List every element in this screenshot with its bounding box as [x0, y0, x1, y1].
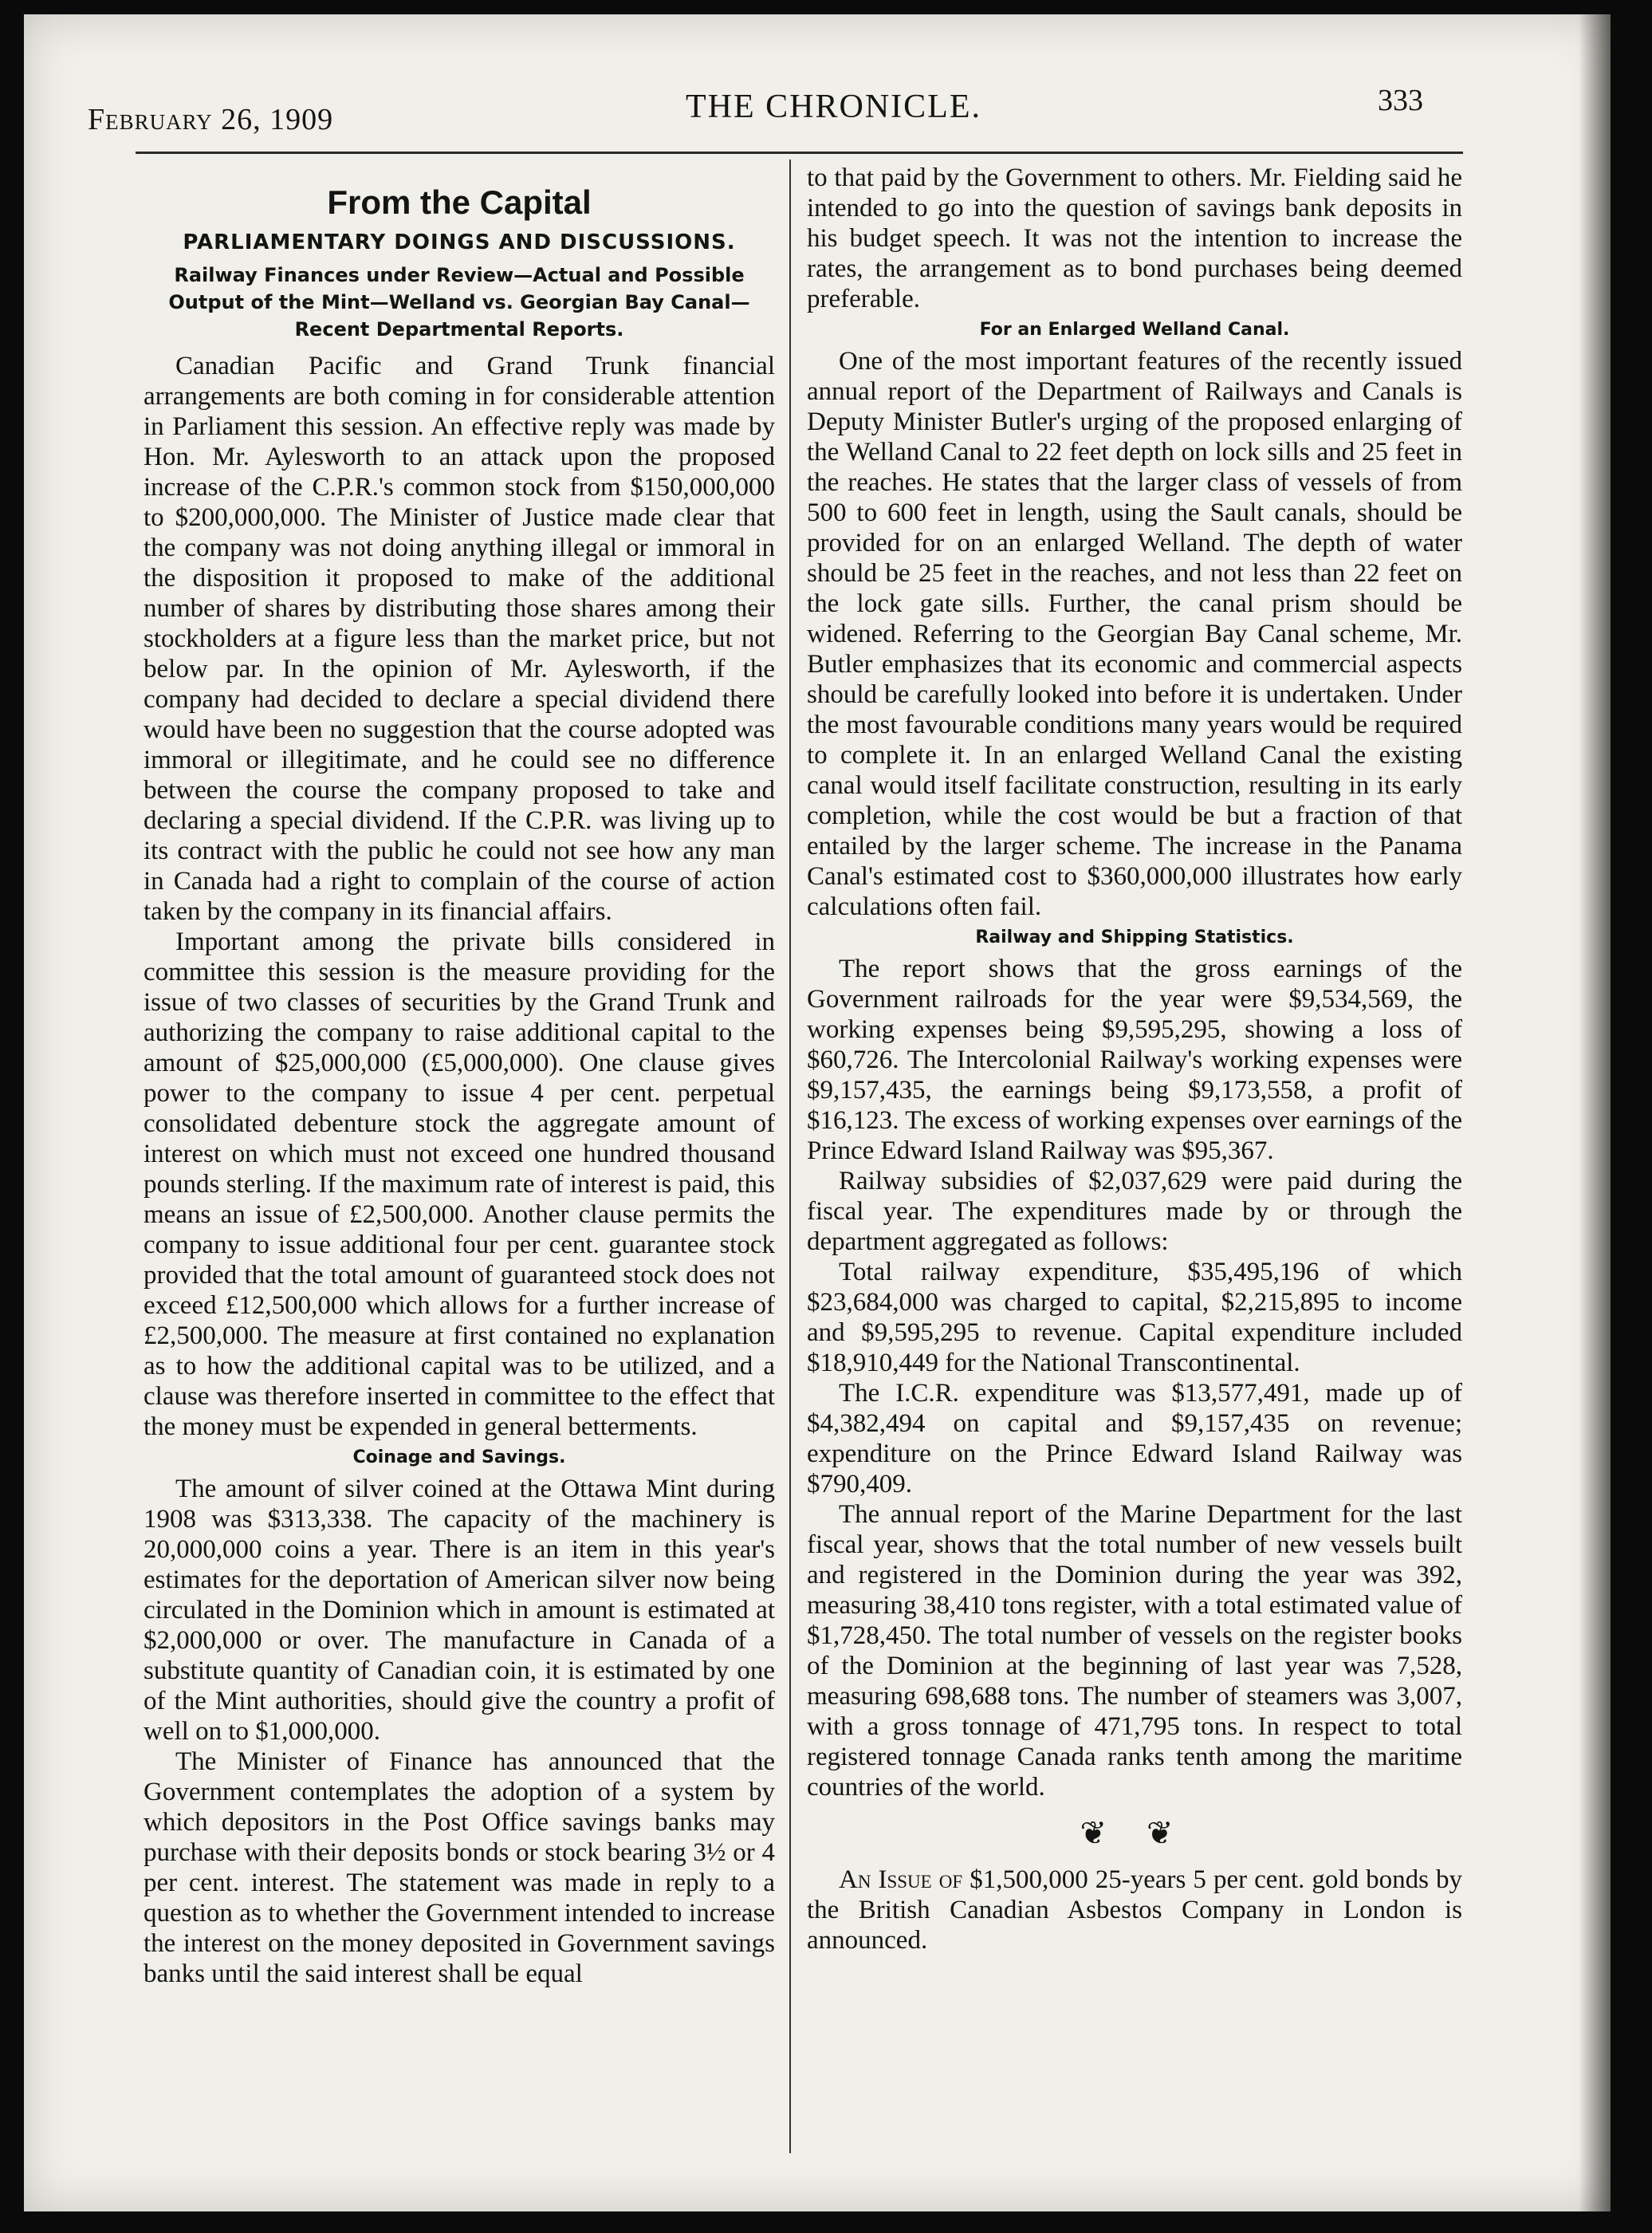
notice-text: $1,500,000 25-years 5 per cent. gold bonds by the British Canadian Asbestos Company in London is announced.: [807, 1865, 1462, 1955]
notice-lead: An Issue of: [839, 1865, 963, 1894]
issue-date: February 26, 1909: [88, 103, 334, 136]
paragraph: Canadian Pacific and Grand Trunk financial arrangements are both coming in for considerable attention in Parliament this session. An effective reply was made by Hon. Mr. Aylesworth to an attack upon the proposed increase of the C.P.R.'s common stock from $150,000,000 to $200,000,000. The Minister of Justice made clear that the company was not doing anything illegal or immoral in the disposition it proposed to make of the additional number of shares by distributing those shares among their stockholders at a figure less than the market price, but not below par. In the opinion of Mr. Aylesworth, if the company had decided to declare a special dividend there would have been no suggestion that the course adopted was immoral or illegitimate, and he could see no difference between the course the company proposed to take and declaring a special dividend. If the C.P.R. was living up to its contract with the public he could not see how any man in Canada had a right to complain of the course of action taken by the company in its financial affairs.: [144, 352, 775, 926]
paragraph: Railway subsidies of $2,037,629 were paid during the fiscal year. The expenditures made by or through the department aggregated as follows:: [807, 1167, 1462, 1256]
section-heading-railway: Railway and Shipping Statistics.: [975, 927, 1294, 947]
paragraph: The I.C.R. expenditure was $13,577,491, made up of $4,382,494 on capital and $9,157,435 on revenue; expenditure on the Prince Edward Island Railway was $790,409.: [807, 1379, 1462, 1499]
right-column: [807, 163, 1462, 1955]
article-title: From the Capital: [327, 183, 592, 221]
left-column: [144, 160, 775, 1989]
paragraph-continuation: to that paid by the Government to others. Mr. Fielding said he intended to go into the question of savings bank deposits in his budget speech. It was not the intention to increase the rates, the arrangement as to bond purchases being deemed preferable.: [807, 163, 1462, 313]
paragraph: The Minister of Finance has announced that the Government contemplates the adoption of a system by which depositors in the Post Office savings banks may purchase with their deposits bonds or stock bearing 3½ or 4 per cent. interest. The statement was made in reply to a question as to whether the Government intended to increase the interest on the money deposited in Government savings banks until the said interest shall be equal: [144, 1747, 775, 1988]
section-heading-welland: For an Enlarged Welland Canal.: [979, 320, 1290, 340]
page-edge-shadow: [1579, 14, 1611, 2211]
paragraph: Total railway expenditure, $35,495,196 of which $23,684,000 was charged to capital, $2,215,895 to income and $9,595,295 to revenue. Capital expenditure included $18,910,449 for the National Transcontinental.: [807, 1258, 1462, 1377]
notice-paragraph: [807, 1865, 1462, 1955]
section-heading-coinage: Coinage and Savings.: [352, 1447, 566, 1467]
header-rule: [136, 152, 1463, 154]
ornament-divider: ❦ ❦: [1080, 1815, 1190, 1851]
publication-title: THE CHRONICLE.: [686, 89, 981, 125]
newspaper-page: [24, 14, 1611, 2211]
paragraph: The report shows that the gross earnings of the Government railroads for the year were $9,534,569, the working expenses being $9,595,295, showing a loss of $60,726. The Intercolonial Railway's working expenses were $9,157,435, the earnings being $9,173,558, a profit of $16,123. The excess of working expenses over earnings of the Prince Edward Island Railway was $95,367.: [807, 955, 1462, 1165]
paragraph: The amount of silver coined at the Ottawa Mint during 1908 was $313,338. The capacity of the machinery is 20,000,000 coins a year. There is an item in this year's estimates for the deportation of American silver now being circulated in the Dominion which in amount is estimated at $2,000,000 or over. The manufacture in Canada of a substitute quantity of Canadian coin, it is estimated by one of the Mint authorities, should give the country a profit of well on to $1,000,000.: [144, 1475, 775, 1746]
article-deck: Railway Finances under Review—Actual and Possible Output of the Mint—Welland vs. Georgian Bay Canal—Recent Departmental Reports.: [168, 264, 750, 341]
page-header: [24, 14, 1611, 134]
paragraph: Important among the private bills considered in committee this session is the measure providing for the issue of two classes of securities by the Grand Trunk and authorizing the company to raise additional capital to the amount of $25,000,000 (£5,000,000). One clause gives power to the company to issue 4 per cent. perpetual consolidated debenture stock the aggregate amount of interest on which must not exceed one hundred thousand pounds sterling. If the maximum rate of interest is paid, this means an issue of £2,500,000. Another clause permits the company to issue additional four per cent. guarantee stock provided that the total amount of guaranteed stock does not exceed £12,500,000 which allows for a further increase of £2,500,000. The measure at first contained no explanation as to how the additional capital was to be utilized, and a clause was therefore inserted in committee to the effect that the money must be expended in general betterments.: [144, 927, 775, 1441]
page-number: 333: [1378, 84, 1423, 117]
article-subtitle: PARLIAMENTARY DOINGS AND DISCUSSIONS.: [183, 230, 736, 254]
paragraph: One of the most important features of the recently issued annual report of the Department of Railways and Canals is Deputy Minister Butler's urging of the proposed enlarging of the Welland Canal to 22 feet depth on lock sills and 25 feet in the reaches. He states that the larger class of vessels of from 500 to 600 feet in length, using the Sault canals, should be provided for on an enlarged Welland. The depth of water should be 25 feet in the reaches, and not less than 22 feet on the lock gate sills. Further, the canal prism should be widened. Referring to the Georgian Bay Canal scheme, Mr. Butler emphasizes that its economic and commercial aspects should be carefully looked into before it is undertaken. Under the most favourable conditions many years would be required to complete it. In an enlarged Welland Canal the existing canal would itself facilitate construction, resulting in its early completion, while the cost would be but a fraction of that entailed by the larger scheme. The increase in the Panama Canal's estimated cost to $360,000,000 illustrates how early calculations often fail.: [807, 347, 1462, 921]
paragraph: The annual report of the Marine Department for the last fiscal year, shows that the total number of new vessels built and registered in the Dominion during the year was 392, measuring 38,410 tons register, with a total estimated value of $1,728,450. The total number of vessels on the register books of the Dominion at the beginning of last year was 7,528, measuring 698,688 tons. The number of steamers was 3,007, with a gross tonnage of 471,795 tons. In respect to total registered tonnage Canada ranks tenth among the maritime countries of the world.: [807, 1500, 1462, 1802]
column-divider: [789, 160, 791, 2153]
